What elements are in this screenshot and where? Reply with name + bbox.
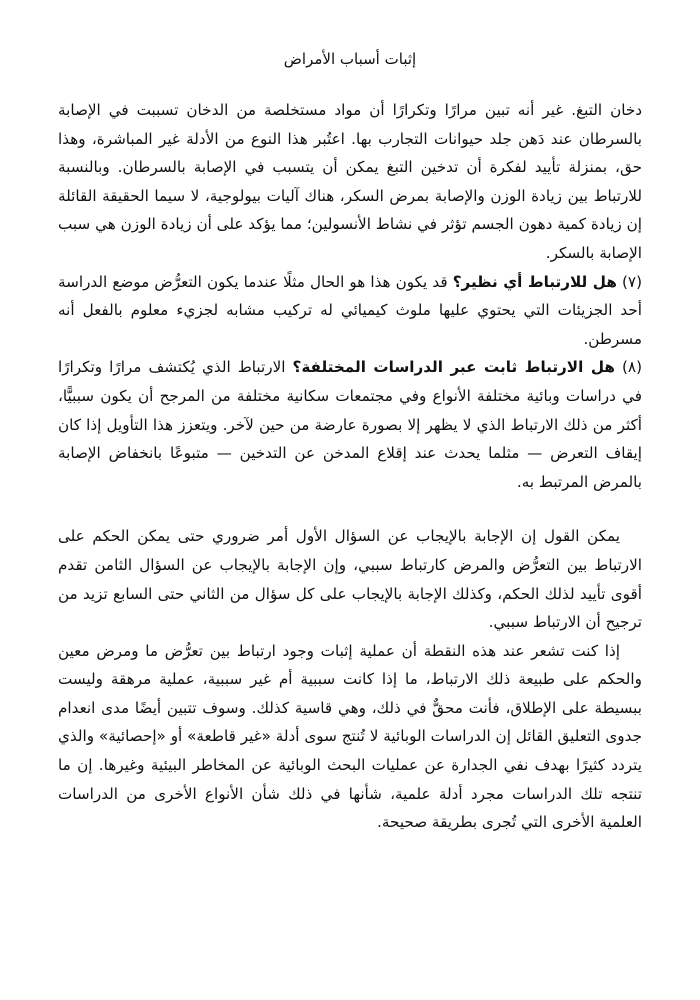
paragraph-gap <box>58 496 642 522</box>
page-body <box>58 96 642 837</box>
paragraph-criterion-8 <box>58 353 642 496</box>
criterion-8-question: هل الارتباط ثابت عبر الدراسات المختلفة؟ <box>292 358 615 377</box>
paragraph-tobacco-evidence: دخان التبغ. غير أنه تبين مرارًا وتكرارًا أن مواد مستخلصة من الدخان تسببت في الإصابة بالسرطان عند دَهن جلد حيوانات التجارب بها. اعتُبر هذا النوع من الأدلة غير المباشرة، وهذا حق، بمنزلة تأييد لفكرة أن تدخين التبغ يمكن أن يتسبب في الإصابة بالسرطان. وبالنسبة للارتباط بين زيادة الوزن والإصابة بمرض السكر، هناك آليات بيولوجية، لا سيما الحقيقة القائلة إن زيادة كمية دهون الجسم تؤثر في نشاط الأنسولين؛ مما يؤكد على أن زيادة الوزن هي سبب الإصابة بالسكر. <box>58 101 642 262</box>
running-head: إثبات أسباب الأمراض <box>283 50 417 68</box>
paragraph-summary-criteria: يمكن القول إن الإجابة بالإيجاب عن السؤال الأول أمر ضروري حتى يمكن الحكم على الارتباط بين التعرُّض والمرض كارتباط سببي، وإن الإجابة بالإيجاب عن السؤال الثامن تقدم أقوى تأييد لذلك الحكم، وكذلك الإجابة بالإيجاب على كل سؤال من الثاني حتى السابع تزيد من ترجيح أن الارتباط سببي. <box>58 527 642 632</box>
criterion-8-number: (٨) <box>621 358 643 377</box>
criterion-7-text: قد يكون هذا هو الحال مثلًا عندما يكون التعرُّض موضع الدراسة أحد الجزيئات التي يحتوي عليها ملوث كيميائي له تركيب مشابه لجزيء معلوم بالفعل أنه مسرطن. <box>58 272 642 348</box>
criterion-8-text: الارتباط الذي يُكتشف مرارًا وتكرارًا في دراسات وبائية مختلفة الأنواع وفي مجتمعات سكانية مختلفة من المرجح أن يكون سببيًّا، أكثر من ذلك الارتباط الذي لا يظهر إلا بصورة عارضة من حين لآخر. ويتعزز هذا التأويل إذا كان إيقاف التعرض — مثلما يحدث عند إقلاع المدخن عن التدخين — متبوعًا بانخفاض الإصابة بالمرض المرتبط به. <box>58 358 642 491</box>
criterion-7-number: (٧) <box>621 272 642 291</box>
paragraph-conclusion: إذا كنت تشعر عند هذه النقطة أن عملية إثبات وجود ارتباط بين تعرُّض ما ومرض معين والحكم على طبيعة ذلك الارتباط، ما إذا كانت سببية أم غير سببية، عملية مرهقة وليست ببسيطة على الإطلاق، فأنت محقٌّ في ذلك، وهي قاسية كذلك. وسوف تتبين أيضًا مدى انعدام جدوى التعليق القائل إن الدراسات الوبائية لا تُنتج سوى أدلة «غير قاطعة» أو «إحصائية» والذي يتردد كثيرًا بهدف نفي الجدارة عن عمليات البحث الوبائية عن المخاطر البيئية وغيرها. إن ما تنتجه تلك الدراسات مجرد أدلة علمية، شأنها في ذلك شأن الأنواع الأخرى من الدراسات العلمية الأخرى التي تُجرى بطريقة صحيحة. <box>58 641 642 832</box>
criterion-7-question: هل للارتباط أي نظير؟ <box>452 272 617 291</box>
paragraph-criterion-7 <box>58 268 642 354</box>
